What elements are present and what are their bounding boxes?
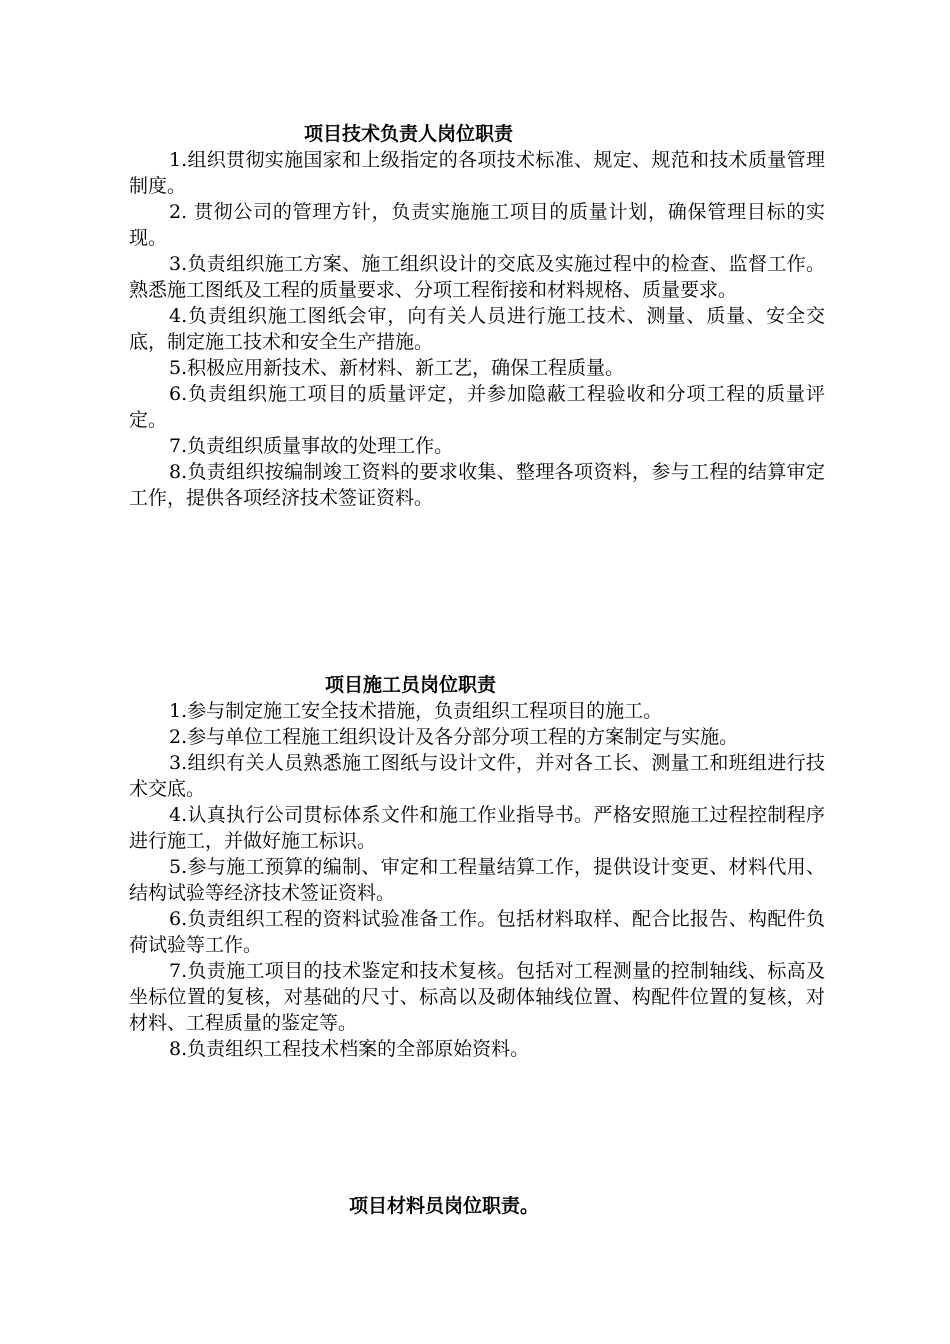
section-tech-lead-duties: [129, 121, 825, 511]
duty-item: 4.认真执行公司贯标体系文件和施工作业指导书。严格安照施工过程控制程序进行施工，并做好施工标识。: [129, 804, 825, 852]
section-title: 项目施工员岗位职责: [325, 674, 497, 696]
duty-item: 3.负责组织施工方案、施工组织设计的交底及实施过程中的检查、监督工作。熟悉施工图纸及工程的质量要求、分项工程衔接和材料规格、质量要求。: [129, 253, 825, 301]
duty-item: 4.负责组织施工图纸会审，向有关人员进行施工技术、测量、质量、安全交底，制定施工技术和安全生产措施。: [129, 305, 825, 353]
duty-item: 5.参与施工预算的编制、审定和工程量结算工作，提供设计变更、材料代用、结构试验等经济技术签证资料。: [129, 856, 825, 904]
duty-item: 5.积极应用新技术、新材料、新工艺，确保工程质量。: [169, 357, 625, 379]
duty-item: 1.参与制定施工安全技术措施，负责组织工程项目的施工。: [169, 700, 663, 722]
duty-item: 6.负责组织施工项目的质量评定，并参加隐蔽工程验收和分项工程的质量评定。: [129, 383, 825, 431]
duty-item: 7.负责施工项目的技术鉴定和技术复核。包括对工程测量的控制轴线、标高及坐标位置的复核，对基础的尺寸、标高以及砌体轴线位置、构配件位置的复核，对材料、工程质量的鉴定等。: [129, 960, 825, 1034]
section-title: 项目技术负责人岗位职责: [304, 123, 514, 145]
duty-item: 6.负责组织工程的资料试验准备工作。包括材料取样、配合比报告、构配件负荷试验等工作。: [129, 908, 825, 956]
duty-item: 8.负责组织工程技术档案的全部原始资料。: [169, 1038, 530, 1060]
duty-item: 8.负责组织按编制竣工资料的要求收集、整理各项资料，参与工程的结算审定工作，提供各项经济技术签证资料。: [129, 461, 825, 509]
duty-item: 7.负责组织质量事故的处理工作。: [169, 435, 454, 457]
duty-item: 3.组织有关人员熟悉施工图纸与设计文件，并对各工长、测量工和班组进行技术交底。: [129, 752, 825, 800]
duty-item: 2. 贯彻公司的管理方针，负责实施施工项目的质量计划，确保管理目标的实现。: [129, 201, 825, 249]
duty-item: 1.组织贯彻实施国家和上级指定的各项技术标准、规定、规范和技术质量管理制度。: [129, 149, 825, 197]
section-construction-staff-duties: [129, 672, 825, 1062]
duty-item: 2.参与单位工程施工组织设计及各分部分项工程的方案制定与实施。: [169, 726, 739, 748]
section-materials-staff-duties: [129, 1193, 825, 1219]
section-title: 项目材料员岗位职责。: [349, 1195, 540, 1217]
